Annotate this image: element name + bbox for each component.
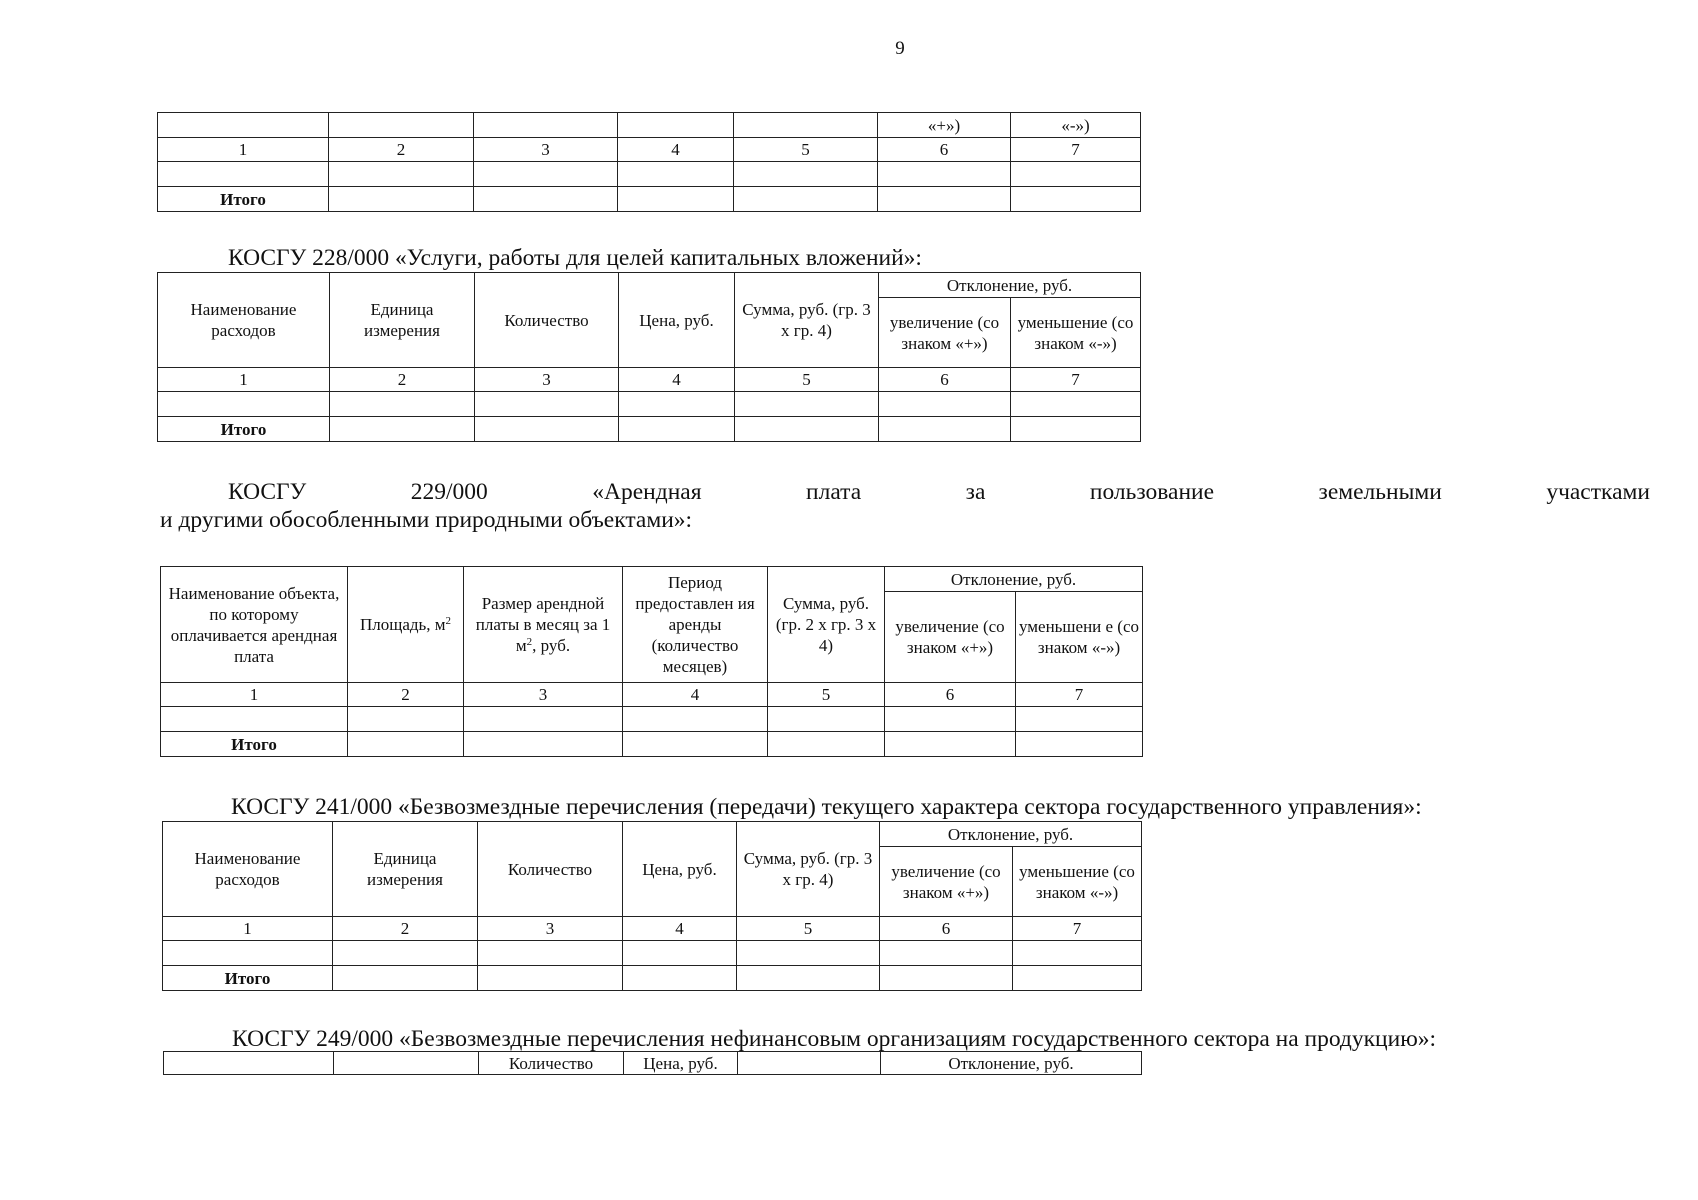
header-row: [163, 822, 1142, 847]
column-number: 4: [623, 917, 737, 941]
col-header-name: Наименование расходов: [158, 273, 330, 368]
header-row: [161, 567, 1143, 592]
col-header-deviation: Отклонение, руб.: [885, 567, 1143, 592]
column-number: 6: [879, 368, 1011, 392]
section-heading-229: [160, 478, 1650, 534]
column-number: 1: [163, 917, 333, 941]
col-header-decrease: уменьшени е (со знаком «-»): [1016, 592, 1143, 683]
col-header-deviation: Отклонение, руб.: [880, 822, 1142, 847]
col-header-sum: Сумма, руб. (гр. 3 x гр. 4): [737, 822, 880, 917]
col-header-sum: Сумма, руб. (гр. 2 x гр. 3 x 4): [768, 567, 885, 683]
heading-word: земельными: [1318, 479, 1442, 505]
total-label: Итого: [161, 732, 348, 757]
column-number: 5: [768, 683, 885, 707]
table-cell: [329, 113, 474, 138]
heading-word: пользование: [1089, 479, 1215, 505]
col-header-price: Цена, руб.: [619, 273, 735, 368]
heading-line-1: [160, 478, 1650, 506]
col-header-deviation: Отклонение, руб.: [879, 273, 1141, 298]
total-label: Итого: [163, 966, 333, 991]
column-number: 3: [464, 683, 623, 707]
table-cell: [474, 113, 618, 138]
col-header-period: Период предоставлен ия аренды (количество месяцев): [623, 567, 768, 683]
column-number: 4: [618, 138, 734, 162]
column-number: 3: [474, 138, 618, 162]
table-cell: [618, 113, 734, 138]
total-row: [158, 187, 1141, 212]
col-header-name: Наименование расходов: [163, 822, 333, 917]
col-header-object: Наименование объекта, по которому оплачивается арендная плата: [161, 567, 348, 683]
table-cell: [734, 113, 878, 138]
column-number: 2: [330, 368, 475, 392]
column-number: 7: [1016, 683, 1143, 707]
page-number: 9: [895, 38, 905, 59]
col-header-sum: Сумма, руб. (гр. 3 x гр. 4): [735, 273, 879, 368]
total-row: [158, 417, 1141, 442]
col-header-area: Площадь, $м^2$: [348, 567, 464, 683]
table-229: [160, 566, 1143, 757]
table-continued: [157, 112, 1141, 212]
col-header-quantity: Количество: [478, 822, 623, 917]
column-number: 7: [1011, 368, 1141, 392]
col-header-quantity: Количество: [479, 1052, 624, 1075]
col-header-deviation: Отклонение, руб.: [881, 1052, 1142, 1075]
col-header-price: Цена, руб.: [624, 1052, 738, 1075]
column-number: 6: [878, 138, 1011, 162]
column-number: 6: [880, 917, 1013, 941]
heading-word: плата: [806, 479, 862, 505]
column-number: 7: [1011, 138, 1141, 162]
column-number: 1: [158, 368, 330, 392]
heading-word: «Арендная: [592, 479, 702, 505]
column-number-row: [161, 683, 1143, 707]
header-row: [158, 273, 1141, 298]
col-header-rent: Размер арендной платы в месяц за 1 $м^2$, руб.: [464, 567, 623, 683]
column-number-row: [158, 138, 1141, 162]
column-number-row: [163, 917, 1142, 941]
header-row: [164, 1052, 1142, 1075]
col-header-decrease: уменьшение (со знаком «-»): [1011, 298, 1141, 368]
column-number: 2: [329, 138, 474, 162]
section-heading-241: КОСГУ 241/000 «Безвозмездные перечисления (передачи) текущего характера сектора государственного управления»:: [231, 794, 1422, 820]
table-cell: [158, 113, 329, 138]
total-row: [163, 966, 1142, 991]
heading-word: за: [965, 479, 986, 505]
col-header-unit: Единица измерения: [330, 273, 475, 368]
section-heading-249: КОСГУ 249/000 «Безвозмездные перечисления нефинансовым организациям государственного сектора на продукцию»:: [232, 1026, 1437, 1052]
section-heading-228: КОСГУ 228/000 «Услуги, работы для целей капитальных вложений»:: [228, 245, 922, 271]
total-row: [161, 732, 1143, 757]
col-header-increase: увеличение (со знаком «+»): [879, 298, 1011, 368]
column-number: 5: [734, 138, 878, 162]
table-cell: «+»): [878, 113, 1011, 138]
col-header-quantity: Количество: [475, 273, 619, 368]
empty-row: [158, 162, 1141, 187]
column-number: 1: [161, 683, 348, 707]
total-label: Итого: [158, 417, 330, 442]
column-number: 5: [735, 368, 879, 392]
column-number: 4: [619, 368, 735, 392]
column-number: 4: [623, 683, 768, 707]
table-249: [163, 1051, 1142, 1075]
column-number: 7: [1013, 917, 1142, 941]
column-number: 3: [478, 917, 623, 941]
column-number: 3: [475, 368, 619, 392]
col-header-price: Цена, руб.: [623, 822, 737, 917]
column-number: 6: [885, 683, 1016, 707]
column-number-row: [158, 368, 1141, 392]
column-number: 5: [737, 917, 880, 941]
table-228: [157, 272, 1141, 442]
heading-line-2: и другими обособленными природными объектами»:: [160, 507, 693, 533]
column-number: 2: [333, 917, 478, 941]
column-number: 1: [158, 138, 329, 162]
column-number: 2: [348, 683, 464, 707]
empty-row: [158, 392, 1141, 417]
col-header-unit: Единица измерения: [333, 822, 478, 917]
empty-row: [163, 941, 1142, 966]
heading-word: КОСГУ: [228, 479, 307, 505]
total-label: Итого: [158, 187, 329, 212]
col-header-decrease: уменьшение (со знаком «-»): [1013, 847, 1142, 917]
table-cell: «-»): [1011, 113, 1141, 138]
heading-word: участками: [1546, 479, 1650, 505]
col-header-increase: увеличение (со знаком «+»): [880, 847, 1013, 917]
table-row: [158, 113, 1141, 138]
heading-word: 229/000: [410, 479, 488, 505]
empty-row: [161, 707, 1143, 732]
col-header-increase: увеличение (со знаком «+»): [885, 592, 1016, 683]
table-241: [162, 821, 1142, 991]
